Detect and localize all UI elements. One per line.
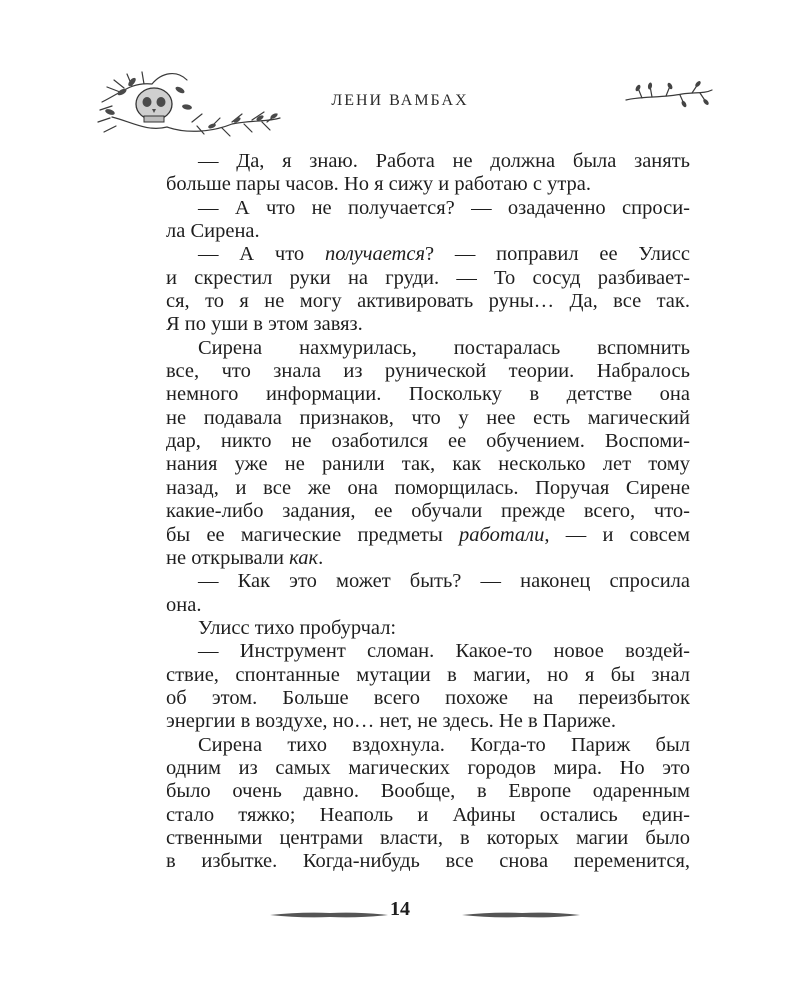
text-line: немного информации. Поскольку в детстве она (166, 383, 690, 406)
text-fragment: . (318, 546, 324, 569)
text-line: какие-либо задания, ее обучали прежде всего, что- (166, 500, 690, 523)
text-fragment: не открывали (166, 546, 285, 569)
text-line: — Как это может быть? — наконец спросила (198, 570, 690, 593)
text-line: стало тяжко; Неаполь и Афины остались един- (166, 803, 690, 826)
swash-rule-icon (462, 907, 580, 917)
paragraph (166, 570, 690, 617)
text-line: в избытке. Когда-нибудь все снова переменится, (166, 850, 690, 873)
text-line: об этом. Больше всего похоже на переизбыток (166, 686, 690, 709)
text-fragment: , — и совсем (544, 523, 690, 546)
paragraph (166, 243, 690, 336)
text-line: — Да, я знаю. Работа не должна была занять (198, 150, 690, 172)
emphasis: работали (459, 523, 545, 546)
text-fragment: — А что (198, 243, 305, 266)
text-fragment: бы ее магические предметы (166, 523, 443, 546)
paragraph (166, 640, 690, 733)
text-line: было очень давно. Вообще, в Европе одаренным (166, 780, 690, 803)
page-number: 14 (390, 898, 410, 920)
text-line (166, 547, 690, 570)
text-line: ся, то я не могу активировать руны… Да, все так. (166, 290, 690, 313)
running-head: ЛЕНИ ВАМБАХ (331, 92, 469, 109)
text-line: она. (166, 593, 202, 616)
text-line: ственными центрами власти, в которых магии было (166, 826, 690, 849)
text-line: больше пары часов. Но я сижу и работаю с утра. (166, 173, 592, 196)
text-line: — Инструмент сломан. Какое-то новое воздей- (198, 640, 690, 663)
emphasis: как (289, 546, 319, 569)
paragraph (166, 337, 690, 570)
text-line: — А что не получается? — озадаченно спроси- (198, 196, 690, 219)
paragraph (166, 734, 690, 874)
text-line: не подавала признаков, что у нее есть магический (166, 406, 690, 429)
text-line: Улисс тихо пробурчал: (198, 616, 397, 639)
text-line: нания уже не ранили так, как несколько лет тому (166, 453, 690, 476)
body-text (166, 150, 690, 874)
text-line: ствие, спонтанные мутации в магии, но я бы знал (166, 663, 690, 686)
text-line: Сирена нахмурилась, постаралась вспомнить (198, 336, 690, 359)
text-line (166, 243, 690, 266)
paragraph (166, 197, 690, 244)
text-line: все, что знала из рунической теории. Набралось (166, 360, 690, 383)
paragraph (166, 150, 690, 197)
text-line (166, 524, 690, 547)
text-line: назад, и все же она поморщилась. Поручая Сирене (166, 476, 690, 499)
text-line: Я по уши в этом завяз. (166, 313, 363, 336)
paragraph (166, 617, 690, 640)
text-fragment: ? — поправил ее Улисс (425, 243, 690, 266)
text-line: и скрестил руки на груди. — То сосуд разбивает- (166, 266, 690, 289)
text-line: одним из самых магических городов мира. Но это (166, 756, 690, 779)
sprig-ornament-icon (622, 80, 714, 114)
text-line: дар, никто не озаботился ее обучением. Воспоми- (166, 430, 690, 453)
text-line: Сирена тихо вздохнула. Когда-то Париж был (198, 733, 690, 756)
text-line: энергии в воздухе, но… нет, не здесь. Не в Париже. (166, 710, 616, 733)
text-line: ла Сирена. (166, 220, 260, 243)
page-footer (0, 898, 800, 928)
emphasis: получается (324, 243, 425, 266)
